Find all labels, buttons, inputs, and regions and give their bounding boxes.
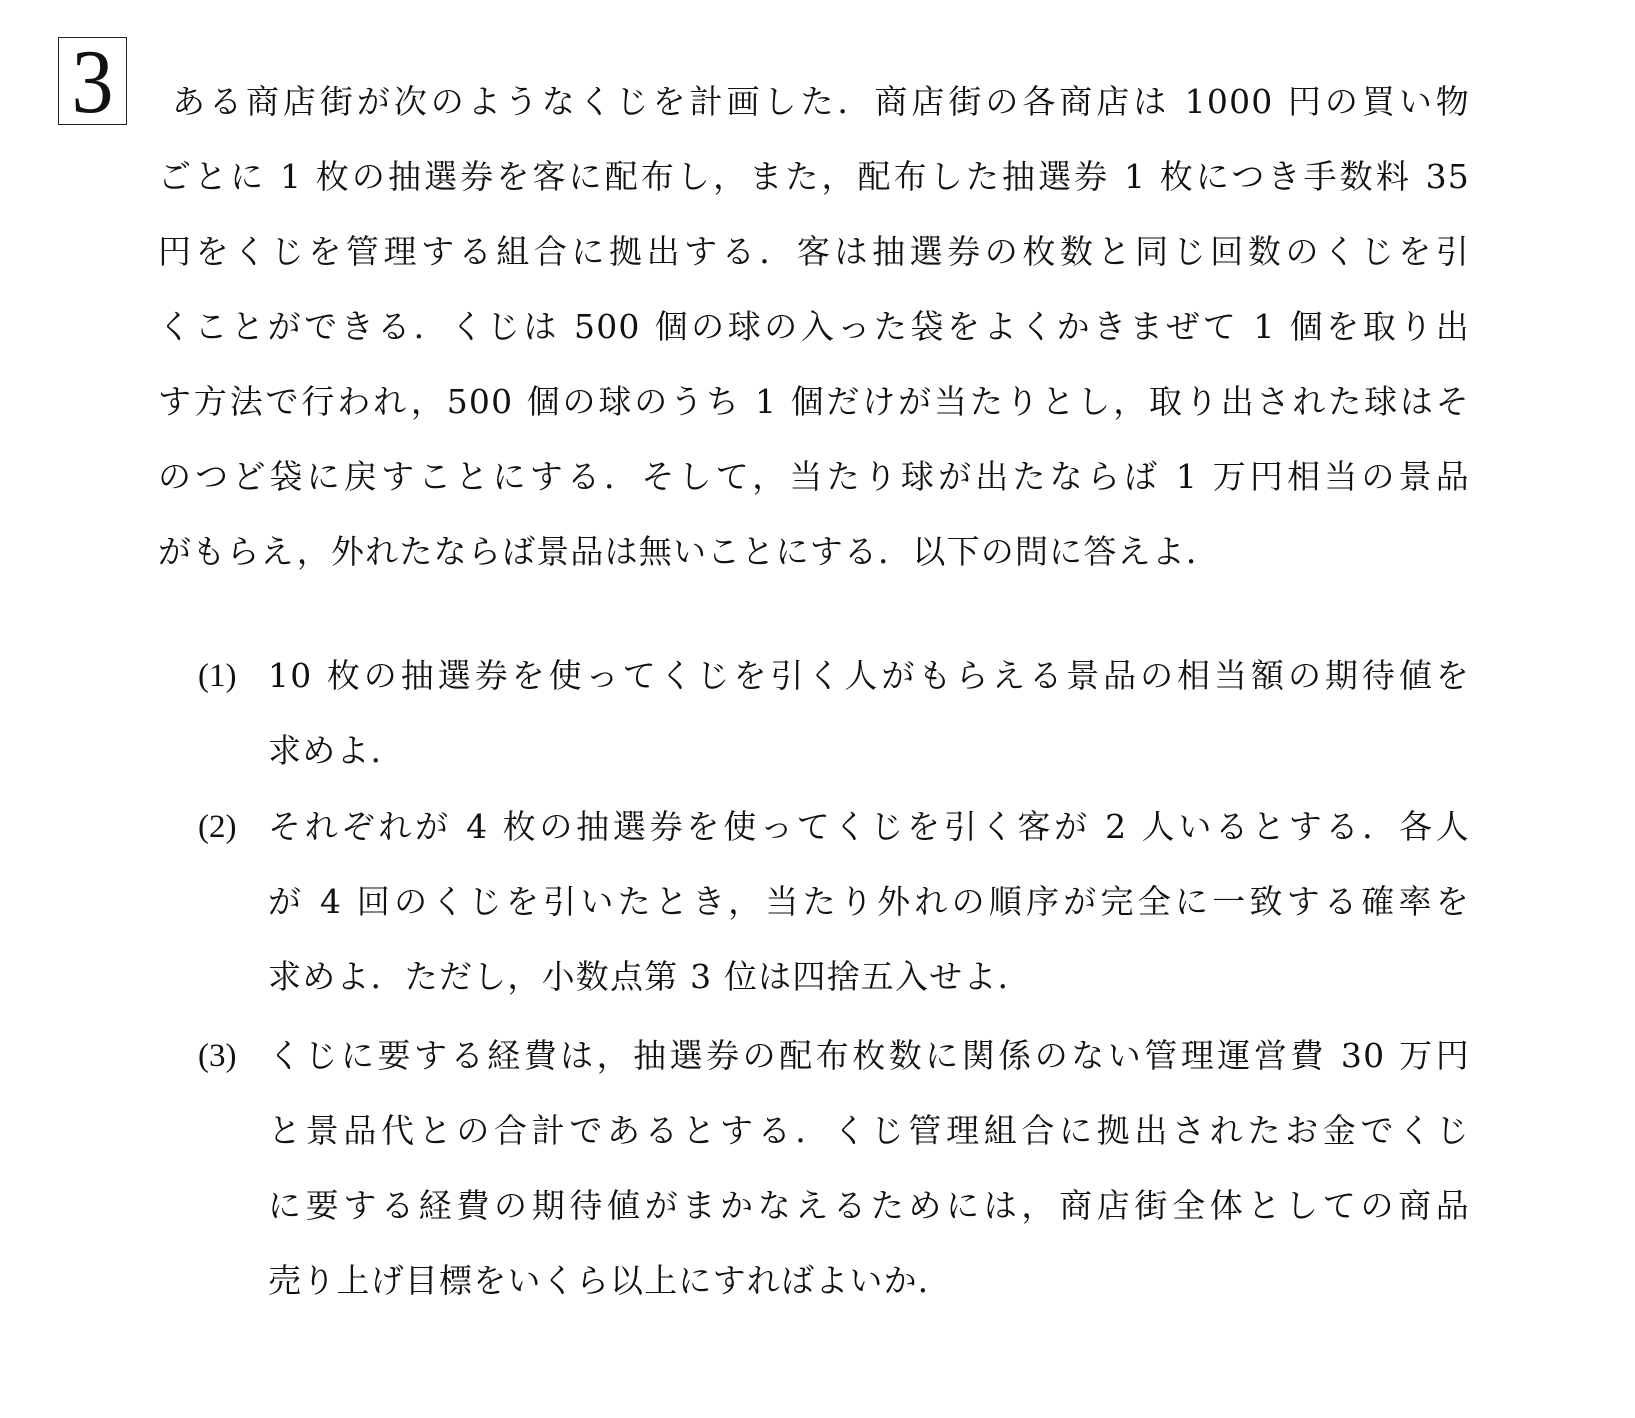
question-line: 10 枚の抽選券を使ってくじを引く人がもらえる景品の相当額の期待値を — [268, 656, 1470, 695]
question-line: 求めよ． — [268, 731, 405, 770]
intro-line: ごとに 1 枚の抽選券を客に配布し，また，配布した抽選券 1 枚につき手数料 35 — [158, 157, 1470, 196]
question-line: が 4 回のくじを引いたとき，当たり外れの順序が完全に一致する確率を — [268, 882, 1470, 921]
question-line: 求めよ．ただし，小数点第 3 位は四捨五入せよ． — [268, 957, 1032, 996]
question-label: (2) — [198, 809, 237, 845]
intro-line: のつど袋に戻すことにする．そして，当たり球が出たならば 1 万円相当の景品 — [158, 457, 1470, 496]
question-line: に要する経費の期待値がまかなえるためには，商店街全体としての商品 — [268, 1186, 1470, 1225]
intro-line: 円をくじを管理する組合に拠出する．客は抽選券の枚数と同じ回数のくじを引 — [158, 232, 1470, 271]
intro-line: ある商店街が次のようなくじを計画した．商店街の各商店は 1000 円の買い物 — [172, 82, 1470, 121]
problem-number: 3 — [71, 32, 114, 133]
question-label: (3) — [198, 1038, 237, 1074]
question-line: と景品代との合計であるとする．くじ管理組合に拠出されたお金でくじ — [268, 1111, 1470, 1150]
question-label: (1) — [198, 658, 237, 694]
intro-line: がもらえ，外れたならば景品は無いことにする．以下の問に答えよ． — [158, 532, 1221, 571]
question-line: それぞれが 4 枚の抽選券を使ってくじを引く客が 2 人いるとする．各人 — [268, 807, 1470, 846]
problem-number-box — [58, 32, 127, 133]
intro-line: くことができる．くじは 500 個の球の入った袋をよくかきまぜて 1 個を取り出 — [158, 307, 1470, 346]
question-line: くじに要する経費は，抽選券の配布枚数に関係のない管理運営費 30 万円 — [268, 1036, 1470, 1075]
intro-line: す方法で行われ，500 個の球のうち 1 個だけが当たりとし，取り出された球はそ — [158, 382, 1470, 421]
question-line: 売り上げ目標をいくら以上にすればよいか． — [268, 1261, 952, 1300]
